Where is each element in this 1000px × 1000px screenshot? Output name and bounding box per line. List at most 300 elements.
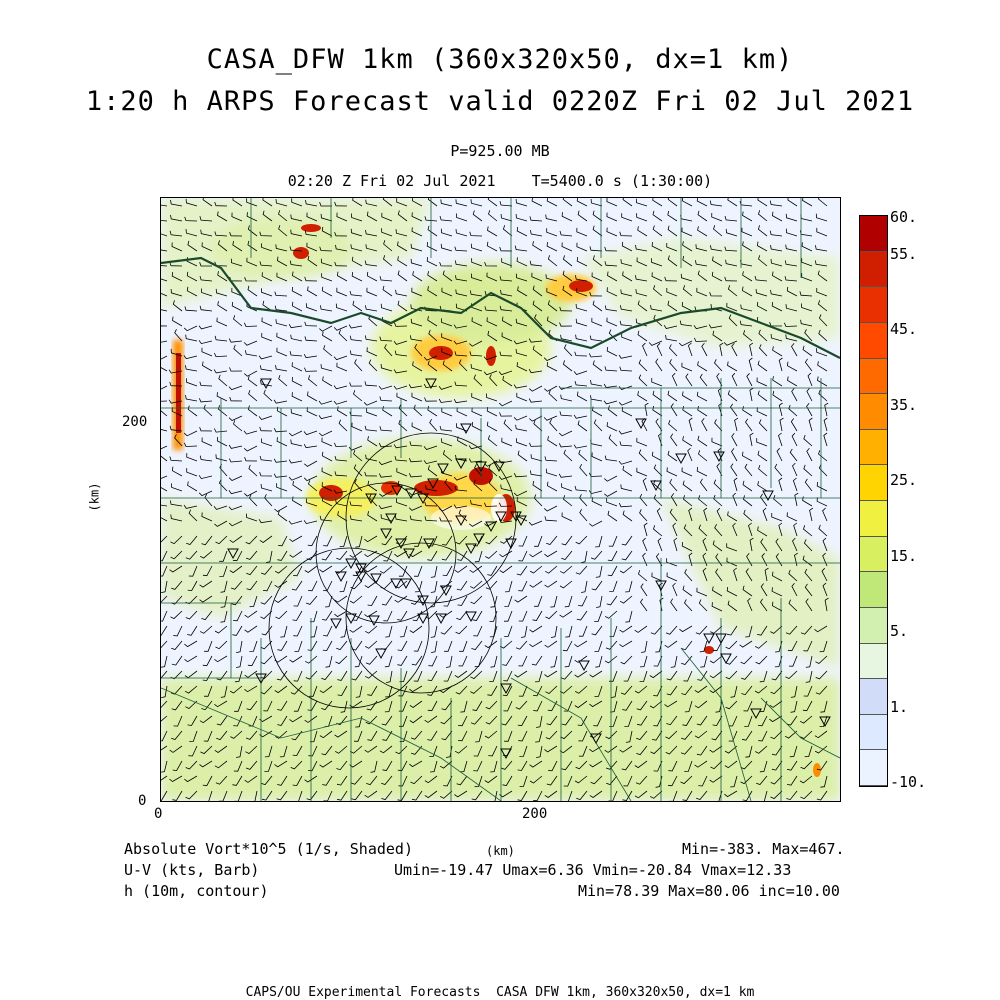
- wind-barb: [229, 476, 242, 481]
- wind-barb: [697, 467, 707, 476]
- wind-barb: [218, 405, 227, 416]
- wind-barb: [809, 418, 812, 431]
- wind-barb: [217, 437, 227, 446]
- wind-barb: [260, 456, 272, 461]
- wind-barb: [428, 406, 437, 416]
- wind-barb: [530, 216, 542, 221]
- wind-barb: [161, 611, 167, 621]
- wind-barb: [559, 431, 572, 436]
- wind-barb: [787, 512, 797, 521]
- wind-barb: [577, 611, 587, 620]
- wind-barb: [216, 641, 228, 649]
- wind-barb: [607, 422, 617, 431]
- wind-barb: [350, 291, 362, 296]
- wind-barb: [248, 406, 257, 417]
- wind-barb: [161, 656, 167, 667]
- wind-barb: [719, 403, 722, 416]
- wind-barb: [530, 626, 542, 632]
- wind-barb: [807, 448, 812, 461]
- wind-barb: [607, 198, 617, 206]
- wind-barb: [807, 403, 812, 416]
- wind-barb: [427, 257, 437, 266]
- station-marker: [346, 559, 356, 568]
- wind-barb: [457, 407, 467, 416]
- wind-barb: [529, 443, 542, 447]
- wind-barb: [623, 466, 632, 476]
- wind-barb: [276, 319, 287, 326]
- wind-barb: [161, 641, 167, 649]
- wind-barb: [322, 273, 332, 281]
- y-tick-200: 200: [122, 414, 148, 430]
- wind-barb: [802, 242, 812, 251]
- wind-barb: [545, 671, 558, 677]
- wind-barb: [696, 626, 707, 634]
- wind-barb: [529, 521, 542, 525]
- wind-barb: [757, 378, 767, 387]
- wind-barb: [581, 551, 587, 563]
- wind-barb: [743, 495, 752, 506]
- wind-barb: [261, 671, 273, 679]
- wind-barb: [576, 566, 587, 574]
- wind-barb: [547, 198, 557, 206]
- wind-barb: [289, 324, 302, 328]
- wind-barb: [531, 454, 542, 461]
- wind-barb: [710, 626, 722, 633]
- wind-barb: [710, 671, 722, 678]
- wind-barb: [184, 356, 197, 359]
- wind-barb: [336, 656, 348, 664]
- wind-barb: [230, 397, 242, 401]
- valid-time: 02:20 Z Fri 02 Jul 2021 T=5400.0 s (1:30:00): [287, 172, 713, 190]
- wind-barb: [803, 346, 812, 356]
- wind-barb: [355, 359, 362, 371]
- wind-barb: [248, 376, 257, 386]
- colorbar-label-35: 35.: [890, 396, 918, 414]
- wind-barb: [643, 538, 647, 551]
- wind-barb: [334, 386, 347, 389]
- wind-barb: [385, 656, 392, 667]
- station-marker: [579, 661, 589, 670]
- wind-barb: [530, 470, 542, 476]
- wind-barb: [184, 443, 197, 447]
- wind-barb: [289, 536, 302, 542]
- wind-barb: [319, 415, 332, 418]
- wind-barb: [219, 375, 227, 386]
- wind-barb: [264, 390, 272, 401]
- wind-barb: [229, 339, 242, 343]
- wind-barb: [607, 213, 617, 221]
- wind-barb: [788, 198, 797, 206]
- wind-barb: [594, 611, 602, 621]
- wind-barb: [444, 641, 452, 651]
- wind-barb: [777, 448, 782, 461]
- wind-barb: [545, 641, 557, 647]
- wind-barb: [671, 599, 677, 611]
- wind-barb: [733, 493, 737, 506]
- wind-barb: [321, 364, 332, 371]
- wind-barb: [504, 611, 512, 621]
- colorbar-segment: [860, 394, 887, 430]
- wind-barb: [236, 656, 242, 668]
- wind-barb: [308, 641, 317, 651]
- wind-barb: [673, 583, 677, 596]
- wind-barb: [758, 225, 767, 236]
- wind-barb: [608, 511, 617, 521]
- map-plot-area[interactable]: [160, 197, 841, 802]
- wind-barb: [698, 436, 707, 446]
- wind-barb: [547, 482, 557, 491]
- wind-barb: [292, 302, 302, 311]
- wind-barb: [187, 378, 197, 386]
- wind-barb: [732, 448, 738, 461]
- wind-barb: [217, 392, 227, 401]
- wind-barb: [366, 656, 377, 664]
- colorbar-segment: [860, 644, 887, 680]
- wind-barb: [683, 406, 692, 416]
- wind-barb: [518, 551, 527, 561]
- wind-barb: [260, 427, 272, 431]
- wind-barb: [516, 425, 527, 431]
- wind-barb: [640, 509, 647, 521]
- wind-barb: [533, 241, 542, 251]
- wind-barb: [277, 348, 287, 356]
- wind-barb: [561, 671, 572, 679]
- wind-barb: [656, 359, 662, 371]
- wind-barb: [244, 371, 257, 376]
- wind-barb: [667, 558, 677, 566]
- wind-barb: [818, 377, 828, 387]
- wind-barb: [186, 395, 198, 401]
- wind-barb: [577, 392, 587, 401]
- wind-barb: [234, 315, 243, 326]
- wind-barb: [397, 393, 407, 401]
- wind-barb: [519, 611, 527, 621]
- wind-barb: [564, 450, 572, 461]
- wind-barb: [560, 323, 573, 327]
- wind-barb: [485, 551, 497, 558]
- wind-barb: [564, 344, 572, 356]
- wind-barb: [755, 641, 767, 648]
- wind-barb: [746, 419, 753, 431]
- wind-barb: [304, 431, 317, 435]
- wind-barb: [161, 482, 167, 491]
- wind-barb: [565, 626, 572, 637]
- wind-barb: [456, 199, 467, 206]
- wind-barb: [260, 365, 272, 371]
- colorbar-segment: [860, 323, 887, 359]
- wind-barb: [380, 397, 392, 402]
- wind-barb: [352, 272, 362, 281]
- wind-barb: [575, 641, 588, 647]
- wind-barb: [441, 626, 452, 634]
- wind-barb: [792, 388, 797, 401]
- wind-barb: [756, 656, 767, 664]
- wind-barb: [441, 199, 452, 206]
- wind-barb: [262, 288, 273, 296]
- wind-barb: [186, 335, 197, 341]
- wind-barb: [534, 596, 542, 606]
- wind-barb: [229, 416, 242, 421]
- wind-barb: [674, 538, 677, 551]
- wind-barb: [502, 438, 512, 446]
- wind-barb: [758, 361, 767, 371]
- wind-barb: [591, 440, 602, 446]
- pressure-level: P=925.00 MB: [450, 142, 550, 160]
- wind-barb: [589, 521, 602, 526]
- wind-barb: [199, 340, 212, 343]
- wind-barb: [230, 367, 243, 371]
- wind-barb: [186, 611, 197, 619]
- map-svg: [161, 198, 840, 801]
- wind-barb: [545, 581, 557, 587]
- wind-barb: [731, 464, 737, 476]
- wind-barb: [579, 626, 587, 636]
- wind-barb: [414, 566, 422, 576]
- wind-barb: [517, 438, 528, 446]
- wind-barb: [763, 508, 767, 521]
- wind-barb: [560, 231, 572, 236]
- wind-barb: [574, 371, 587, 375]
- wind-barb: [440, 426, 452, 431]
- wind-barb: [590, 395, 602, 401]
- wind-barb: [805, 479, 812, 491]
- colorbar-label-5: 5.: [890, 622, 909, 640]
- wind-barb: [199, 398, 212, 402]
- wind-barb: [518, 581, 527, 591]
- wind-barb: [819, 450, 828, 461]
- wind-barb: [184, 431, 197, 436]
- wind-barb: [732, 373, 737, 386]
- wind-barb: [686, 374, 692, 386]
- wind-barb: [779, 433, 783, 446]
- wind-barb: [590, 671, 602, 677]
- wind-barb: [441, 229, 452, 236]
- wind-barb: [304, 520, 317, 523]
- wind-barb: [815, 245, 827, 251]
- station-marker: [261, 379, 271, 388]
- wind-barb: [590, 246, 602, 251]
- wind-barb: [184, 641, 197, 647]
- wind-barb: [292, 377, 302, 386]
- wind-barb: [621, 484, 632, 491]
- wind-barb: [199, 475, 212, 478]
- wind-barb: [773, 391, 782, 401]
- wind-barb: [337, 363, 347, 371]
- wind-barb: [565, 656, 572, 667]
- wind-barb: [304, 461, 317, 466]
- wind-barb: [637, 438, 647, 446]
- wind-barb: [412, 423, 422, 432]
- wind-barb: [229, 506, 242, 510]
- wind-barb: [265, 494, 272, 506]
- wind-barb: [441, 244, 452, 251]
- wind-barb: [639, 570, 648, 581]
- colorbar-segment: [860, 359, 887, 395]
- wind-barb: [549, 390, 557, 401]
- wind-barb: [517, 566, 527, 575]
- colorbar-label-1: 1.: [890, 698, 909, 716]
- wind-barb: [161, 322, 167, 326]
- wind-barb: [772, 212, 782, 221]
- wind-barb: [682, 228, 692, 236]
- wind-barb: [529, 416, 542, 421]
- colorbar-label-60: 60.: [890, 208, 918, 226]
- wind-barb: [750, 433, 753, 446]
- wind-barb: [670, 359, 677, 371]
- wind-barb: [229, 459, 242, 463]
- wind-barb: [645, 403, 648, 416]
- wind-barb: [657, 508, 662, 521]
- wind-barb: [774, 495, 782, 506]
- wind-barb: [622, 213, 632, 221]
- wind-barb: [590, 336, 602, 341]
- wind-barb: [293, 481, 302, 491]
- colorbar-label-55: 55.: [890, 245, 918, 263]
- wind-barb: [516, 641, 527, 649]
- wind-barb: [319, 401, 332, 404]
- wind-barb: [770, 201, 782, 206]
- wind-barb: [414, 641, 422, 651]
- wind-barb: [591, 380, 603, 386]
- wind-barb: [792, 343, 798, 356]
- colorbar-label-25: 25.: [890, 471, 918, 489]
- wind-barb: [245, 457, 257, 461]
- wind-barb: [823, 538, 827, 551]
- wind-barb: [340, 581, 347, 592]
- wind-barb: [668, 211, 677, 221]
- wind-barb: [367, 272, 377, 281]
- wind-barb: [276, 365, 288, 371]
- wind-barb: [650, 671, 662, 678]
- wind-barb: [580, 464, 587, 476]
- wind-barb: [775, 464, 782, 476]
- wind-barb: [515, 671, 527, 677]
- wind-barb: [532, 198, 542, 206]
- wind-barb: [517, 257, 527, 266]
- wind-barb: [323, 332, 333, 342]
- wind-barb: [530, 230, 542, 236]
- wind-barb: [683, 392, 693, 402]
- wind-barb: [533, 611, 543, 621]
- wind-barb: [368, 596, 377, 606]
- wind-barb: [679, 341, 692, 346]
- wind-barb: [385, 626, 392, 637]
- wind-barb: [500, 551, 513, 557]
- wind-barb: [352, 641, 362, 650]
- wind-barb: [793, 478, 797, 491]
- wind-barb: [275, 292, 287, 296]
- wind-barb: [545, 456, 557, 461]
- wind-barb: [682, 198, 692, 206]
- wind-barb: [636, 199, 647, 206]
- height-min-max: Min=78.39 Max=80.06 inc=10.00: [578, 882, 840, 900]
- wind-barb: [743, 212, 753, 222]
- wind-barb: [335, 596, 347, 602]
- wind-barb: [779, 358, 782, 371]
- wind-barb: [352, 423, 362, 431]
- station-marker: [461, 424, 471, 433]
- wind-barb: [653, 211, 662, 221]
- wind-barb: [562, 536, 572, 545]
- wind-barb: [581, 581, 587, 593]
- wind-barb: [817, 228, 827, 236]
- wind-barb: [803, 198, 813, 206]
- wind-barb: [807, 388, 812, 401]
- wind-barb: [544, 506, 557, 511]
- wind-barb: [161, 476, 167, 480]
- field-barb-label: U-V (kts, Barb): [124, 861, 260, 879]
- wind-barb: [365, 305, 377, 311]
- main-title-line2: 1:20 h ARPS Forecast valid 0220Z Fri 02 Jul 2021: [85, 86, 915, 117]
- wind-barb: [262, 626, 272, 635]
- wind-barb: [702, 343, 707, 356]
- wind-barb: [668, 451, 677, 461]
- wind-barb: [471, 641, 482, 650]
- wind-barb: [199, 326, 212, 329]
- wind-barb: [280, 626, 287, 637]
- wind-barb: [245, 611, 257, 617]
- wind-barb: [547, 362, 557, 371]
- wind-barb: [277, 483, 287, 491]
- wind-barb: [232, 302, 242, 311]
- wind-barb: [289, 431, 302, 436]
- wind-barb: [576, 304, 587, 311]
- wind-barb: [728, 198, 737, 206]
- wind-barb: [605, 611, 617, 618]
- wind-barb: [205, 494, 212, 506]
- wind-barb: [683, 586, 692, 596]
- wind-barb: [289, 460, 302, 463]
- wind-barb: [308, 287, 318, 297]
- x-tick-0: 0: [154, 806, 163, 822]
- wind-barb: [620, 626, 632, 632]
- wind-barb: [660, 598, 663, 611]
- wind-barb: [261, 656, 272, 664]
- colorbar-segment: [860, 715, 887, 751]
- wind-barb: [715, 359, 723, 371]
- wind-barb: [619, 503, 632, 507]
- wind-barb: [667, 573, 677, 582]
- wind-barb: [334, 356, 347, 360]
- wind-barb: [499, 401, 512, 406]
- wind-barb: [431, 626, 437, 637]
- x-tick-200: 200: [522, 806, 548, 822]
- wind-barb: [203, 656, 212, 666]
- wind-barb: [665, 641, 677, 647]
- wind-barb: [457, 581, 467, 590]
- wind-barb: [309, 375, 318, 386]
- wind-barb: [170, 457, 182, 462]
- wind-barb: [743, 481, 752, 491]
- wind-barb: [214, 369, 227, 373]
- wind-barb: [200, 427, 212, 431]
- wind-barb: [245, 626, 257, 632]
- wind-barb: [699, 600, 707, 612]
- wind-barb: [550, 419, 557, 431]
- wind-barb: [530, 551, 543, 557]
- wind-barb: [682, 468, 692, 477]
- wind-barb: [517, 393, 527, 401]
- wind-barb: [471, 199, 482, 206]
- wind-barb: [291, 440, 302, 447]
- wind-barb: [471, 596, 483, 604]
- wind-barb: [161, 424, 167, 431]
- wind-barb: [800, 230, 812, 236]
- wind-barb: [349, 325, 362, 328]
- wind-barb: [805, 359, 812, 371]
- wind-barb: [489, 210, 498, 221]
- wind-barb: [218, 301, 227, 311]
